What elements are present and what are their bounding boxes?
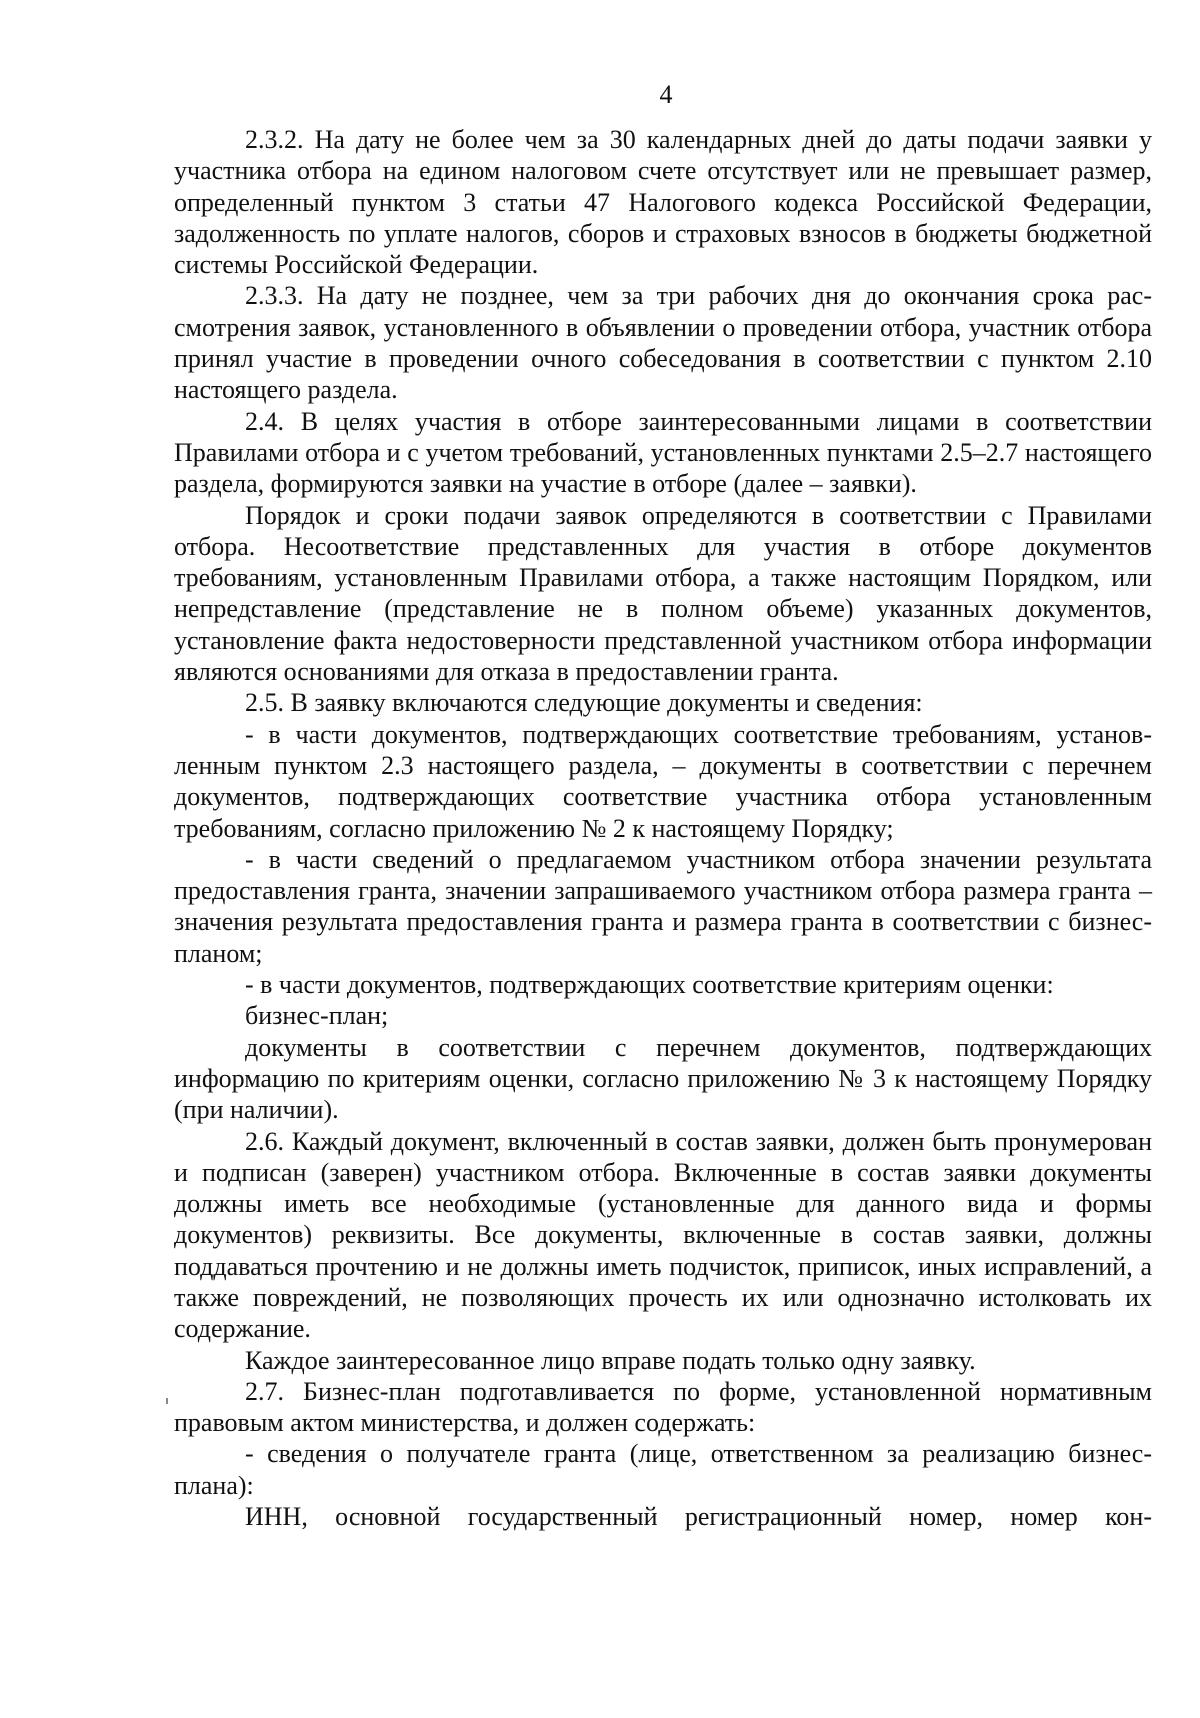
paragraph-single-application: Каждое заинтересованное лицо вправе подать только одну заявку. — [245, 1345, 976, 1375]
list-item-criteria-documents: документы в соответствии с перечнем документов, подтверждающих информацию по критериям оценки, согласно приложению № 3 к настоящему Порядку (при наличии). — [174, 1032, 1152, 1125]
paragraph-2-6: 2.6. Каждый документ, включенный в состав заявки, должен быть пронумерован и подписан (заверен) участником отбора. Включенные в состав заявки документы должны иметь все необходимые (установленные для данного вида и формы документов) реквизиты. Все документы, включенные в состав заявки, должны поддаваться прочтению и не должны иметь подчисток, приписок, иных исправлений, а также повреждений, не позволяющих прочесть их или однозначно истолковать их содержание. — [174, 1126, 1152, 1344]
paragraph-2-7: 2.7. Бизнес-план подготавливается по форме, установленной нормативным правовым актом министерства, и должен содержать: — [174, 1376, 1152, 1438]
paragraph-inn-continued: ИНН, основной государственный регистрационный номер, номер кон- — [245, 1502, 1152, 1532]
list-item-documents-requirements: - в части документов, подтверждающих соответствие требованиям, установленным пунктом 2.3 настоящего раздела, – документы в соответствии с перечнем документов, подтверждающих соответствие участника отбора установленным требованиям, согласно приложению № 2 к настоящему Порядку; — [174, 719, 1152, 843]
list-item-business-plan: бизнес-план; — [245, 1001, 389, 1031]
document-body — [174, 124, 1152, 1532]
paragraph-2-3-2: 2.3.2. На дату не более чем за 30 календарных дней до даты подачи заявки у участника отбора на едином налоговом счете отсутствует или не превышает размер, определенный пунктом 3 статьи 47 Налогового кодекса Российской Федерации, задолженность по уплате налогов, сборов и страховых взносов в бюджеты бюджетной системы Российской Федерации. — [174, 125, 1152, 280]
list-item-evaluation-criteria: - в части документов, подтверждающих соответствие критериям оценки: — [245, 970, 1054, 1000]
list-item-grant-result-info: - в части сведений о предлагаемом участником отбора значении результата предоставления гранта, значении запрашиваемого участником отбора размера гранта – значения результата предоставления гранта и размера гранта в соответствии с бизнес-планом; — [174, 844, 1152, 968]
paragraph-application-procedure: Порядок и сроки подачи заявок определяются в соответствии с Правилами отбора. Несоответствие представленных для участия в отборе документов требованиям, установленным Правилами отбора, а также настоящим Порядком, или непредставление (представление не в полном объеме) указанных документов, установление факта недостоверности представленной участником отбора информации являются основаниями для отказа в предоставлении гранта. — [174, 500, 1152, 687]
paragraph-2-4: 2.4. В целях участия в отборе заинтересованными лицами в соответствии Правилами отбора и с учетом требований, установленных пунктами 2.5–2.7 настоящего раздела, формируются заявки на участие в отборе (далее – заявки). — [174, 406, 1152, 499]
paragraph-2-3-3: 2.3.3. На дату не позднее, чем за три рабочих дня до окончания срока рассмотрения заявок, установленного в объявлении о проведении отбора, участник отбора принял участие в проведении очного собеседования в соответствии с пунктом 2.10 настоящего раздела. — [174, 281, 1152, 405]
list-item-grant-recipient-info: - сведения о получателе гранта (лице, ответственном за реализацию бизнес-плана): — [174, 1439, 1152, 1500]
paragraph-2-5: 2.5. В заявку включаются следующие документы и сведения: — [245, 688, 923, 718]
page-number: 4 — [659, 80, 673, 109]
scan-artifact — [166, 1398, 168, 1404]
